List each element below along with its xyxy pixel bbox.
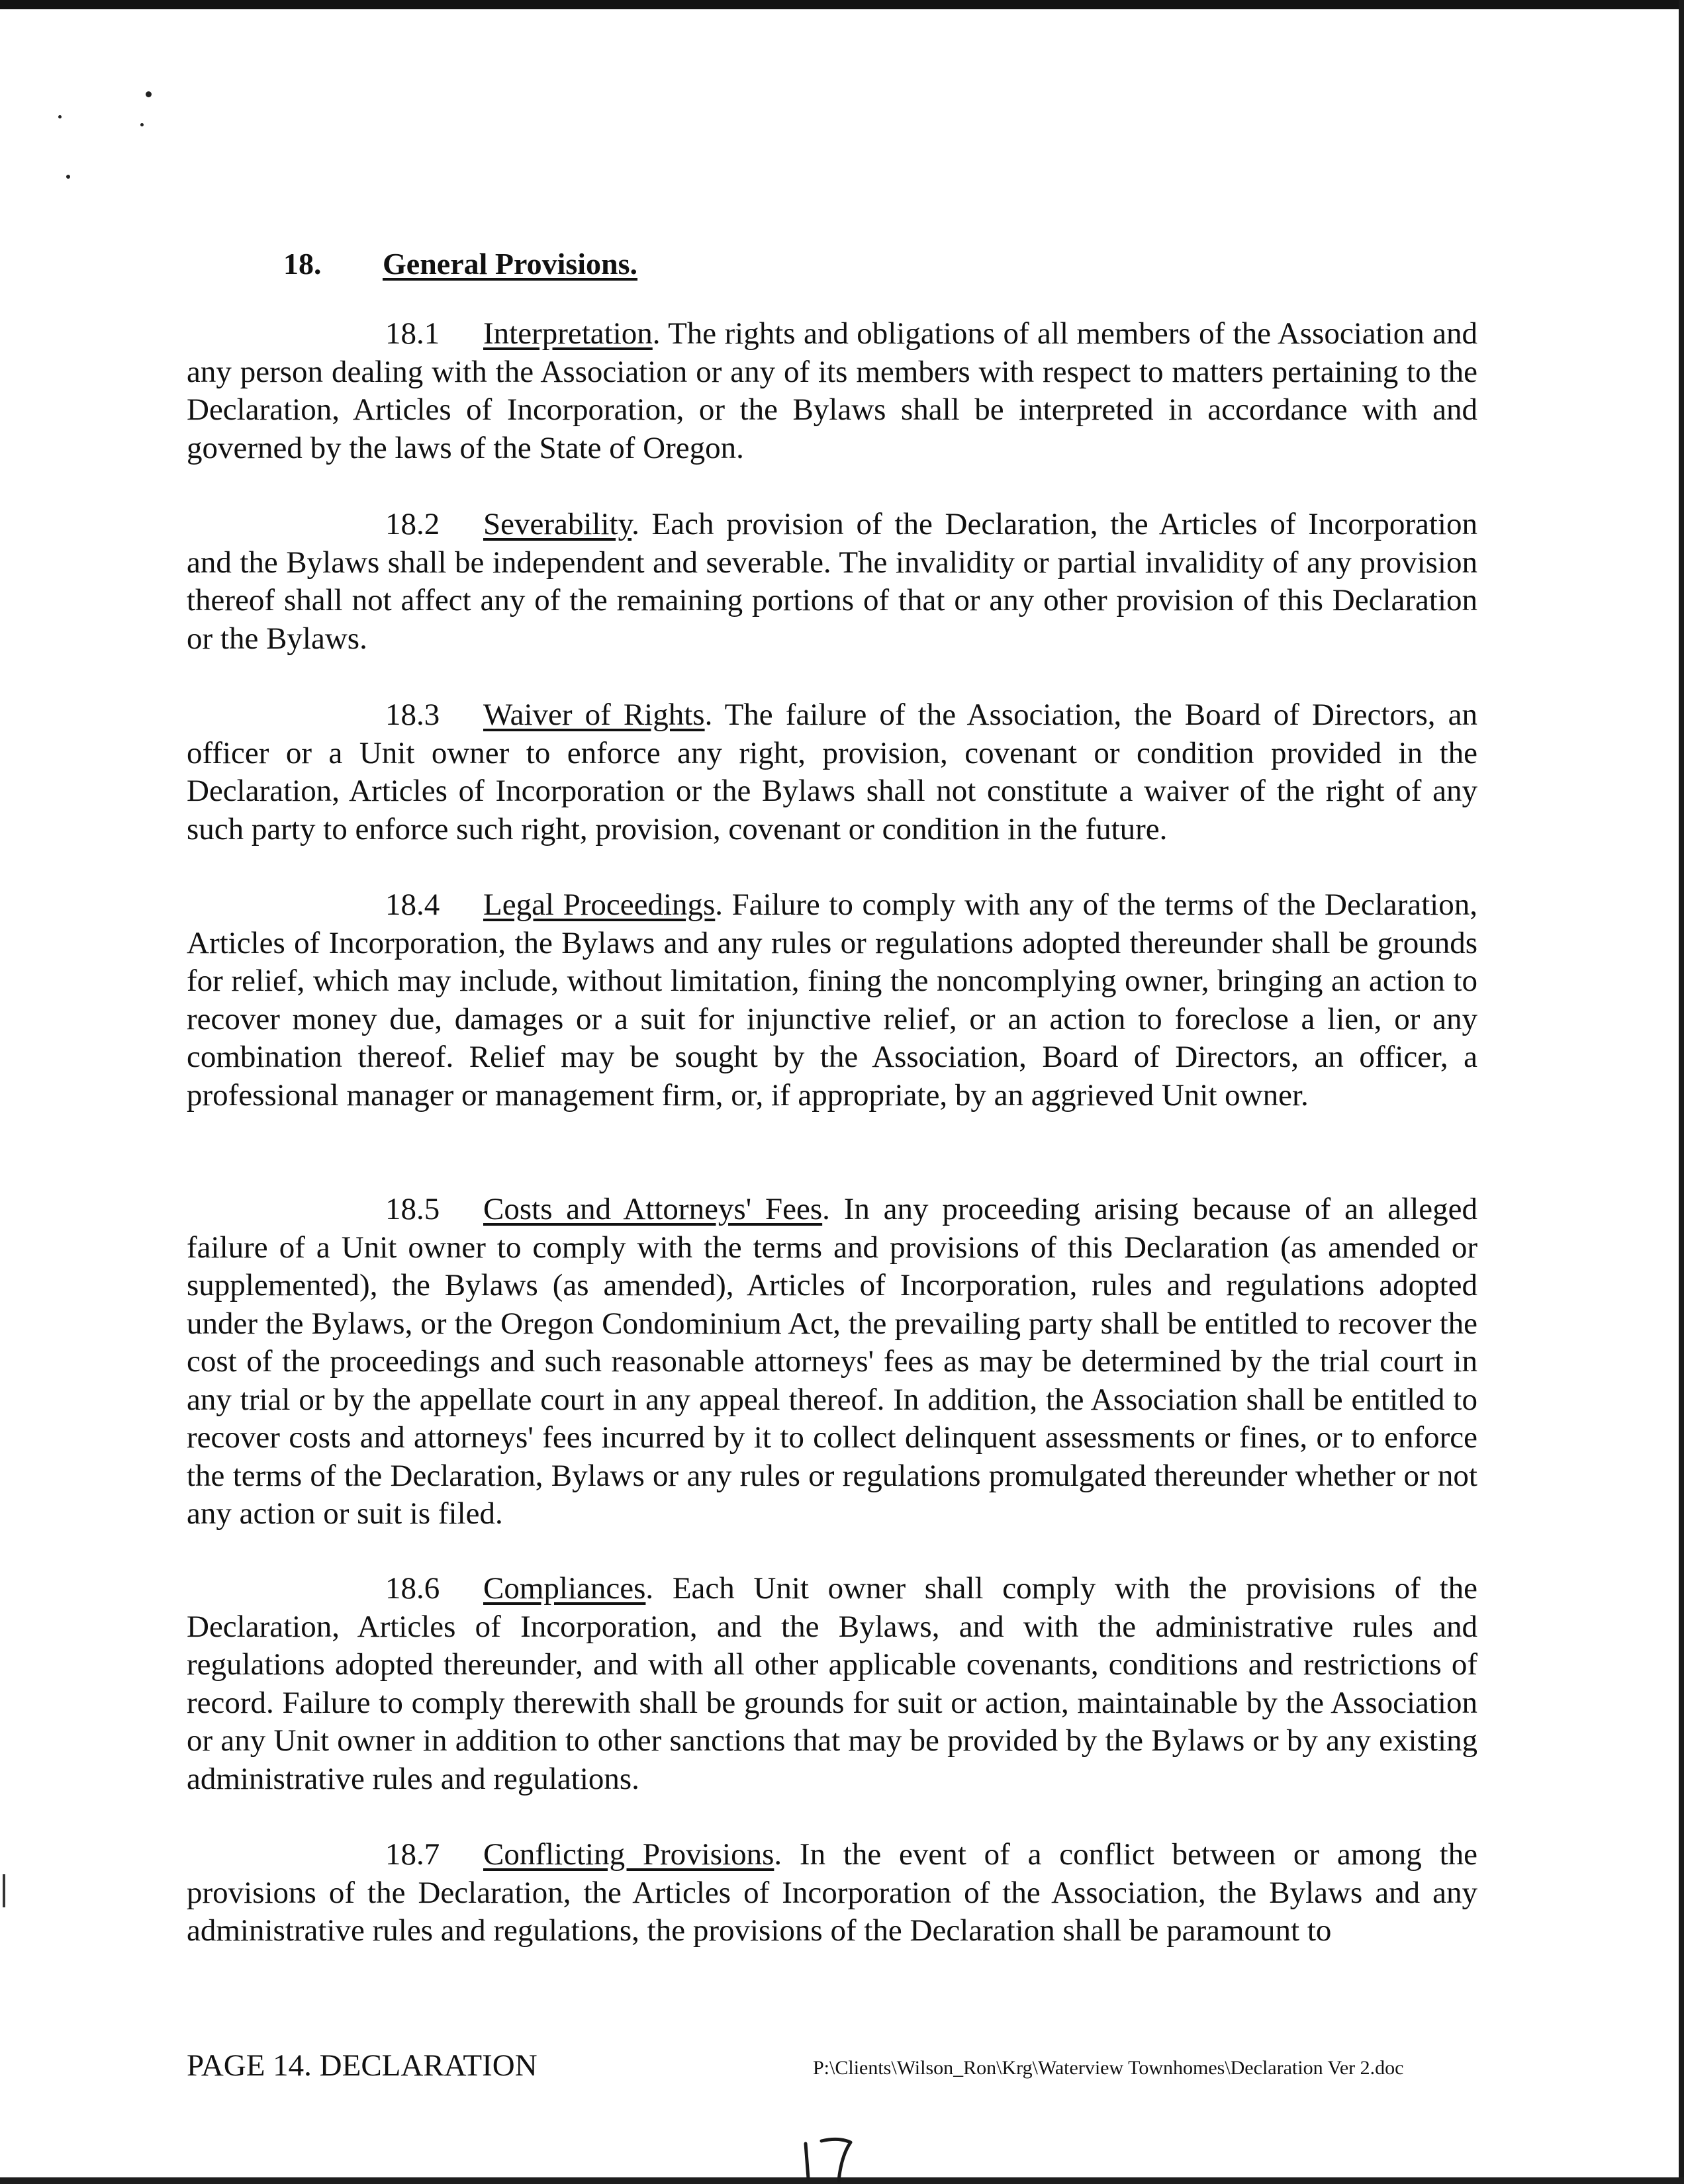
scan-speck [146,91,152,97]
scan-speck [58,115,62,118]
footer-page-label: PAGE 14. DECLARATION [187,2048,538,2083]
provision-text: . Failure to comply with any of the terms of the Declaration, Articles of Incorporation, the Bylaws and any rules or regulations adopted thereunder shall be grounds for relief, which may include, without limitation, fining the noncomplying owner, bringing an action to recover money due, damages or a suit for injunctive relief, or an action to foreclose a lien, or any combination thereof. Relief may be sought by the Association, Board of Directors, an officer, a professional manager or management firm, or, if appropriate, by an aggrieved Unit owner. [187,887,1477,1113]
provision-title: Interpretation [483,316,653,351]
section-heading [283,246,637,281]
provision-18-5 [187,1191,1477,1533]
scan-top-edge [0,0,1684,9]
provision-18-1 [187,315,1477,467]
provision-title: Severability [483,507,632,541]
provision-title: Waiver of Rights [483,698,705,732]
footer-file-path: P:\Clients\Wilson_Ron\Krg\Waterview Townhomes\Declaration Ver 2.doc [813,2057,1404,2079]
provision-text: . Each provision of the Declaration, the Articles of Incorporation and the Bylaws shall be independent and severable. The invalidity or partial invalidity of any provision thereof shall not affect any of the remaining portions of that or any other provision of this Declaration or the Bylaws. [187,507,1477,656]
provision-18-3 [187,696,1477,848]
provision-title: Legal Proceedings [483,887,716,922]
provision-18-6 [187,1570,1477,1798]
provision-title: Conflicting Provisions [483,1837,774,1872]
provision-number: 18.5 [385,1192,440,1226]
provision-text: . The failure of the Association, the Board of Directors, an officer or a Unit owner to enforce any right, provision, covenant or condition provided in the Declaration, Articles of Incorporation or the Bylaws shall not constitute a waiver of the right of any such party to enforce such right, provision, covenant or condition in the future. [187,698,1477,846]
scan-right-edge [1679,0,1684,2184]
provision-title: Compliances [483,1571,646,1606]
provision-18-7 [187,1836,1477,1950]
provision-number: 18.4 [385,887,440,922]
provision-number: 18.3 [385,698,440,732]
provision-title: Costs and Attorneys' Fees [483,1192,823,1226]
provision-text: . In any proceeding arising because of an alleged failure of a Unit owner to comply with the terms and provisions of this Declaration (as amended or supplemented), the Bylaws (as amended), Articles of Incorporation, rules and regulations adopted under the Bylaws, or the Oregon Condominium Act, the prevailing party shall be entitled to recover the cost of the proceedings and such reasonable attorneys' fees as may be determined by the trial court in any trial or by the appellate court in any appeal thereof. In addition, the Association shall be entitled to recover costs and attorneys' fees incurred by it to collect delinquent assessments or fines, or to enforce the terms of the Declaration, Bylaws or any rules or regulations promulgated thereunder whether or not any action or suit is filed. [187,1192,1477,1531]
provision-text: . The rights and obligations of all members of the Association and any person dealing with the Association or any of its members with respect to matters pertaining to the Declaration, Articles of Incorporation, or the Bylaws shall be interpreted in accordance with and governed by the laws of the State of Oregon. [187,316,1477,465]
provision-number: 18.1 [385,316,440,351]
provision-18-4 [187,886,1477,1115]
provision-number: 18.7 [385,1837,440,1872]
scan-left-mark [3,1874,5,1907]
provision-18-2 [187,506,1477,658]
section-title: General Provisions. [383,247,638,281]
provision-number: 18.2 [385,507,440,541]
scan-speck [140,123,144,126]
section-number: 18. [283,247,322,281]
handwritten-page-number [798,2134,870,2184]
provision-text: . In the event of a conflict between or among the provisions of the Declaration, the Articles of Incorporation of the Association, the Bylaws and any administrative rules and regulations, the provisions of the Declaration shall be paramount to [187,1837,1477,1948]
provision-text: . Each Unit owner shall comply with the provisions of the Declaration, Articles of Incorporation, and the Bylaws, and with the administrative rules and regulations adopted thereunder, and with all other applicable covenants, conditions and restrictions of record. Failure to comply therewith shall be grounds for suit or action, maintainable by the Association or any Unit owner in addition to other sanctions that may be provided by the Bylaws or by any existing administrative rules and regulations. [187,1571,1477,1796]
scan-speck [66,175,70,179]
provision-number: 18.6 [385,1571,440,1606]
